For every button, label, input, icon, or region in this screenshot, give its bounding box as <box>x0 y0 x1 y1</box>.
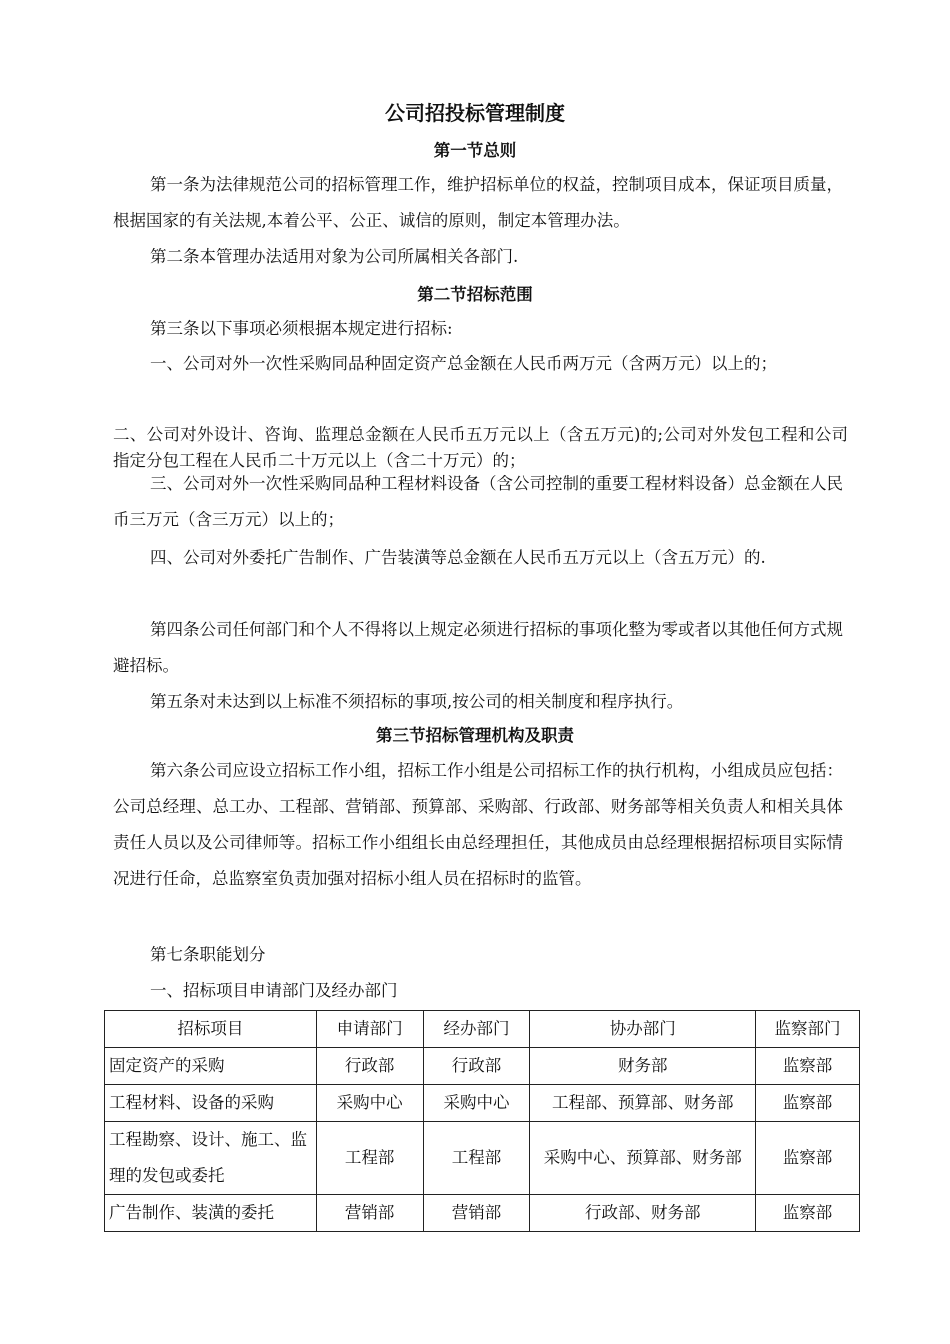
table-header-cell: 协办部门 <box>530 1011 756 1048</box>
table-cell: 工程材料、设备的采购 <box>105 1085 317 1122</box>
table-header-row <box>105 1011 860 1048</box>
article-5: 第五条对未达到以上标准不须招标的事项,按公司的相关制度和程序执行。 <box>150 692 684 711</box>
section-heading-1: 第一节总则 <box>433 141 517 160</box>
table-cell: 工程勘察、设计、施工、监理的发包或委托 <box>105 1122 317 1195</box>
table-cell: 采购中心、预算部、财务部 <box>530 1122 756 1195</box>
table-header-cell: 监察部门 <box>756 1011 860 1048</box>
table-header-cell: 招标项目 <box>105 1011 317 1048</box>
table-cell: 行政部 <box>316 1048 423 1085</box>
article-7: 第七条职能划分 <box>150 945 266 964</box>
article-1: 第一条为法律规范公司的招标管理工作，维护招标单位的权益，控制项目成本，保证项目质量，根据国家的有关法规,本着公平、公正、诚信的原则，制定本管理办法。 <box>113 175 843 230</box>
table-row <box>105 1048 860 1085</box>
scope-item-3: 三、公司对外一次性采购同品种工程材料设备（含公司控制的重要工程材料设备）总金额在人民币三万元（含三万元）以上的； <box>113 474 843 529</box>
section-heading-3: 第三节招标管理机构及职责 <box>376 726 574 745</box>
scope-item-1: 一、公司对外一次性采购同品种固定资产总金额在人民币两万元（含两万元）以上的； <box>150 354 777 373</box>
scope-item-2: 二、公司对外设计、咨询、监理总金额在人民币五万元以上（含五万元)的;公司对外发包工程和公司指定分包工程在人民币二十万元以上（含二十万元）的； <box>113 425 848 470</box>
table-header-cell: 申请部门 <box>316 1011 423 1048</box>
section-heading-2: 第二节招标范围 <box>417 285 533 304</box>
table-cell: 工程部、预算部、财务部 <box>530 1085 756 1122</box>
table-cell: 广告制作、装潢的委托 <box>105 1195 317 1232</box>
table-cell: 营销部 <box>316 1195 423 1232</box>
article-4: 第四条公司任何部门和个人不得将以上规定必须进行招标的事项化整为零或者以其他任何方式规避招标。 <box>113 620 843 675</box>
table-cell: 营销部 <box>423 1195 530 1232</box>
table-cell: 行政部、财务部 <box>530 1195 756 1232</box>
table-cell: 工程部 <box>316 1122 423 1195</box>
scope-item-4: 四、公司对外委托广告制作、广告装潢等总金额在人民币五万元以上（含五万元）的. <box>150 548 766 567</box>
table-cell: 监察部 <box>756 1122 860 1195</box>
table-row <box>105 1085 860 1122</box>
table-row <box>105 1122 860 1195</box>
table-cell: 固定资产的采购 <box>105 1048 317 1085</box>
article-2: 第二条本管理办法适用对象为公司所属相关各部门. <box>150 247 519 266</box>
article-7-item-1: 一、招标项目申请部门及经办部门 <box>150 981 398 1000</box>
table-cell: 采购中心 <box>316 1085 423 1122</box>
document-title: 公司招投标管理制度 <box>385 101 565 125</box>
table-row <box>105 1195 860 1232</box>
article-6: 第六条公司应设立招标工作小组，招标工作小组是公司招标工作的执行机构，小组成员应包括：公司总经理、总工办、工程部、营销部、预算部、采购部、行政部、财务部等相关负责人和相关具体责任人员以及公司律师等。招标工作小组组长由总经理担任，其他成员由总经理根据招标项目实际情况进行任命，总监察室负责加强对招标小组人员在招标时的监管。 <box>113 761 843 888</box>
table-cell: 监察部 <box>756 1195 860 1232</box>
table-header-cell: 经办部门 <box>423 1011 530 1048</box>
table-cell: 行政部 <box>423 1048 530 1085</box>
department-table <box>104 1010 860 1232</box>
table-cell: 财务部 <box>530 1048 756 1085</box>
table-cell: 采购中心 <box>423 1085 530 1122</box>
table-cell: 监察部 <box>756 1048 860 1085</box>
table-cell: 工程部 <box>423 1122 530 1195</box>
article-3: 第三条以下事项必须根据本规定进行招标: <box>150 319 453 338</box>
table-cell: 监察部 <box>756 1085 860 1122</box>
